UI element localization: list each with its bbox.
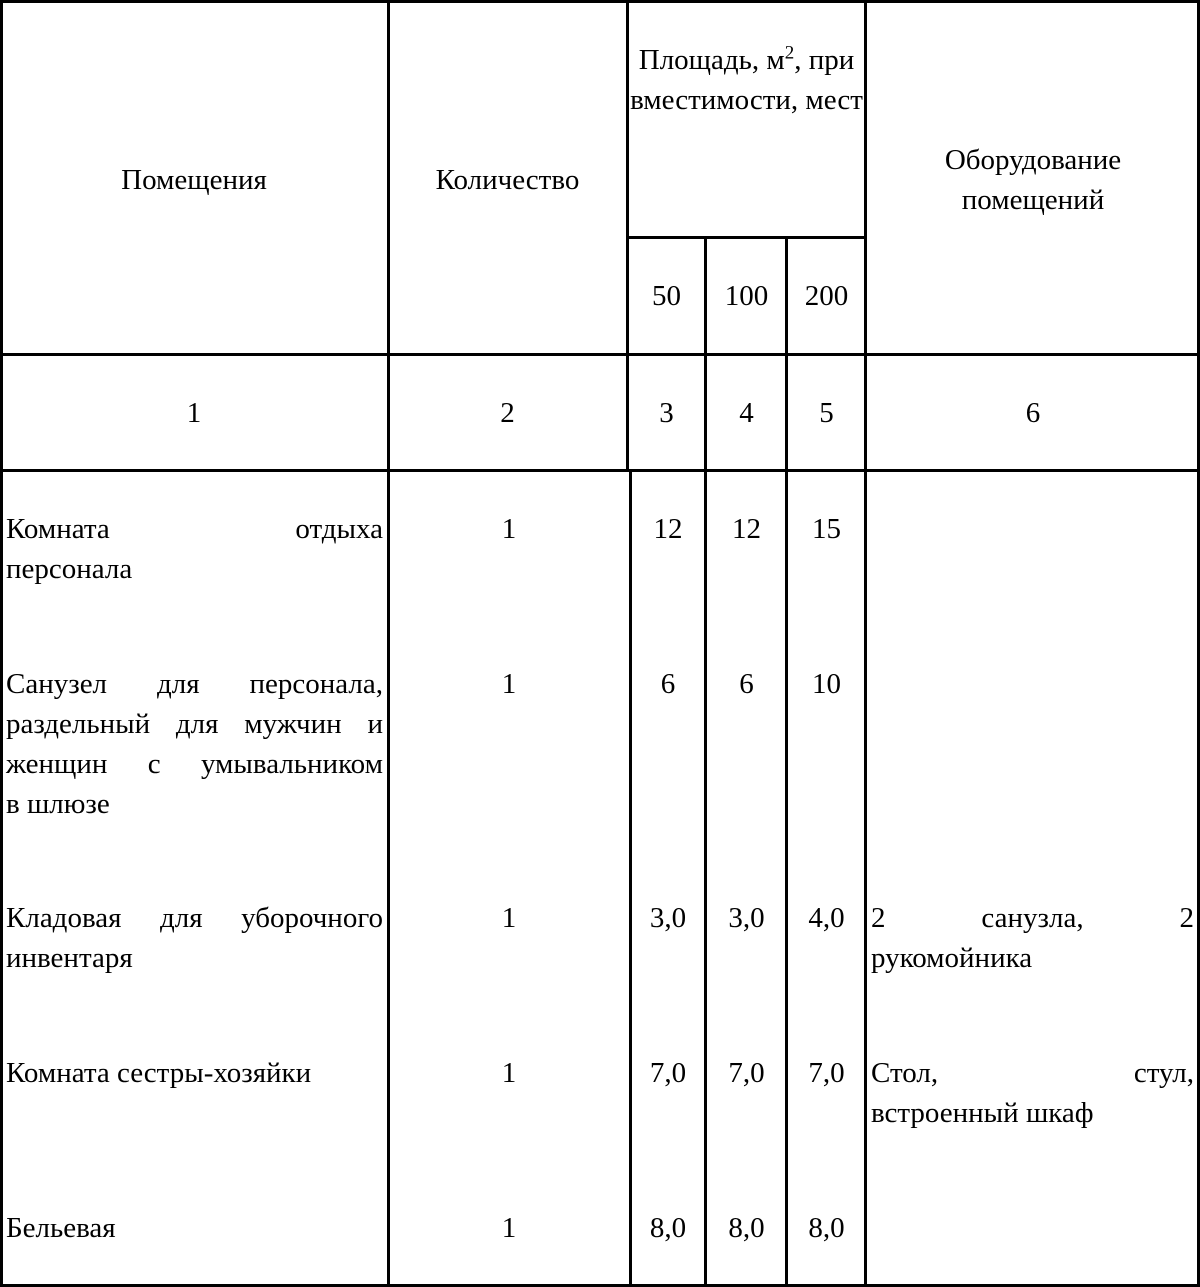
header-equipment: Оборудование помещений (944, 144, 1122, 216)
table-row-4-area-100: 7,0 (728, 1057, 765, 1089)
table-row-5-area-100: 8,0 (728, 1212, 765, 1244)
table-row-4-area-200: 7,0 (808, 1057, 845, 1089)
header-quantity: Количество (435, 164, 580, 196)
table-row-5-area-50: 8,0 (649, 1212, 687, 1244)
table-row-1-room-line-2: персонала (6, 553, 133, 585)
table-row-5-quantity: 1 (501, 1212, 517, 1244)
table-row-4-room (6, 1053, 383, 1093)
header-area (627, 40, 866, 120)
header-capacity-50: 50 (652, 280, 681, 312)
column-number-5: 5 (819, 397, 834, 429)
table-row-4-equipment (871, 1053, 1194, 1133)
table-row-1-area-100: 12 (732, 513, 761, 545)
header-capacity-100: 100 (724, 280, 769, 312)
table-row-1-area-200: 15 (812, 513, 841, 545)
table-row-4-quantity: 1 (501, 1057, 517, 1089)
table-row-3-equipment (871, 898, 1194, 978)
table-row-3-quantity: 1 (501, 902, 517, 934)
header-rooms: Помещения (121, 164, 267, 196)
column-number-2: 2 (500, 397, 515, 429)
table-row-2-room-line-1: Санузел для персонала, (6, 668, 383, 700)
table-row-2-quantity: 1 (501, 668, 517, 700)
table-row-3-room-line-1: Кладовая для уборочного (6, 902, 383, 934)
table-row-4-room-line-1: Комната сестры-хозяйки (6, 1057, 312, 1089)
table-row-1-quantity: 1 (501, 513, 517, 545)
table-row-3-area-100: 3,0 (728, 902, 765, 934)
table-row-2-area-100: 6 (739, 668, 754, 700)
table-row-4-equipment-line-1: Стол, стул, (871, 1057, 1194, 1089)
column-number-3: 3 (659, 397, 674, 429)
table-row-1-area-50: 12 (653, 513, 683, 545)
table-row-2-area-200: 10 (812, 668, 841, 700)
table-row-4-equipment-line-2: встроенный шкаф (871, 1097, 1094, 1129)
table-row-3-equipment-line-2: рукомойника (871, 942, 1033, 974)
table-row-2-room-line-3: женщин с умывальником (6, 748, 383, 780)
table-row-2-room-line-2: раздельный для мужчин и (6, 708, 383, 740)
table-row-2-area-50: 6 (660, 668, 676, 700)
table-row-2-room (6, 664, 383, 824)
header-area-prefix: Площадь, м (638, 44, 785, 76)
header-capacity-200: 200 (804, 280, 849, 312)
table-row-3-area-200: 4,0 (808, 902, 845, 934)
table-row-3-room (6, 898, 383, 978)
table-row-1-room-line-1: Комната отдыха (6, 513, 383, 545)
column-number-1: 1 (186, 397, 202, 429)
table-row-5-room-line-1: Бельевая (6, 1212, 116, 1244)
table-row-5-room (6, 1208, 383, 1248)
table-row-3-equipment-line-1: 2 санузла, 2 (871, 902, 1194, 934)
column-number-4: 4 (739, 397, 754, 429)
table-row-1-room (6, 509, 383, 589)
table-row-3-room-line-2: инвентаря (6, 942, 133, 974)
column-number-6: 6 (1025, 397, 1041, 429)
table-row-2-room-line-4: в шлюзе (6, 788, 110, 820)
table-row-4-area-50: 7,0 (649, 1057, 687, 1089)
table-row-3-area-50: 3,0 (649, 902, 687, 934)
table-row-5-area-200: 8,0 (808, 1212, 845, 1244)
header-area-superscript: 2 (784, 42, 795, 64)
header-area-suffix: , при вместимости, мест (630, 44, 863, 116)
